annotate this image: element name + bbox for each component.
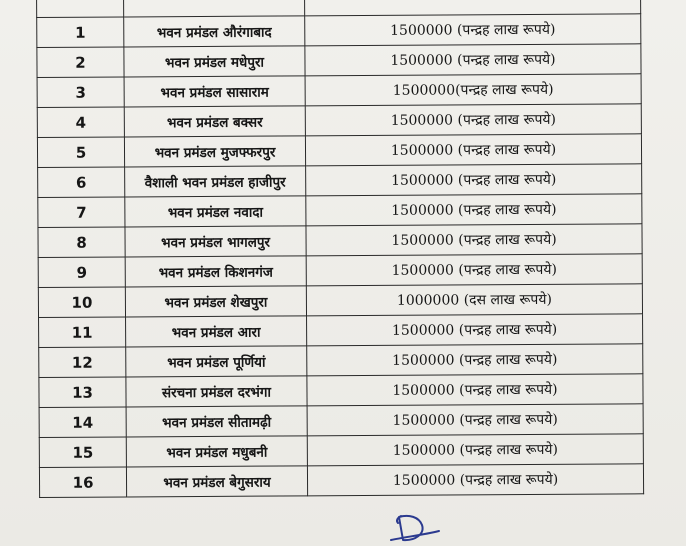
table-row [38,224,642,258]
amount-cell: 1500000 (पन्द्रह लाख रूपये) [305,134,641,166]
table-row [37,14,641,48]
serial-number-cell: 10 [38,287,125,318]
serial-number-cell: 6 [38,167,125,198]
division-name-cell: भवन प्रमंडल बेगुसराय [126,466,307,497]
amount-cell: 1000000 (दस लाख रूपये) [306,284,642,316]
table-row [38,194,642,228]
serial-number-cell: 4 [37,107,124,138]
amount-cell: 1500000 (पन्द्रह लाख रूपये) [306,224,642,256]
table-row [37,44,641,78]
serial-number-cell: 1 [37,17,124,48]
division-name-cell: भवन प्रमंडल किशनगंज [125,256,306,287]
table-row [37,74,641,108]
table-row [38,284,642,318]
division-name-cell: भवन प्रमंडल सीतामढ़ी [126,406,307,437]
amount-cell: 1500000 (पन्द्रह लाख रूपये) [307,344,643,376]
table-row [39,434,643,468]
table-row [38,254,642,288]
serial-number-cell: 7 [38,197,125,228]
table-row [38,164,642,198]
serial-number-cell: 5 [37,137,124,168]
division-name-cell: भवन प्रमंडल नवादा [125,196,306,227]
table-row [39,344,643,378]
amount-cell: 1500000 (पन्द्रह लाख रूपये) [307,404,643,436]
serial-number-cell: 8 [38,227,125,258]
division-name-cell: भवन प्रमंडल शेखपुरा [125,286,306,317]
serial-number-cell: 12 [39,347,126,378]
serial-number-cell: 11 [39,317,126,348]
amount-cell: 1500000 (पन्द्रह लाख रूपये) [306,164,642,196]
amount-cell: 1500000(पन्द्रह लाख रूपये) [305,74,641,106]
table-row [39,314,643,348]
allocation-table [36,0,644,498]
division-name-cell: भवन प्रमंडल औरंगाबाद [124,16,305,47]
table-row [39,404,643,438]
division-name-cell: भवन प्रमंडल मुजफ्फरपुर [124,136,305,167]
table-row [39,464,643,498]
amount-cell: 1500000 (पन्द्रह लाख रूपये) [307,434,643,466]
amount-cell: 1500000 (पन्द्रह लाख रूपये) [305,14,641,46]
amount-cell: 1500000 (पन्द्रह लाख रूपये) [305,44,641,76]
division-name-cell: भवन प्रमंडल सासाराम [124,76,305,107]
header-cell-name [124,0,305,17]
division-name-cell: संरचना प्रमंडल दरभंगा [126,376,307,407]
serial-number-cell: 2 [37,47,124,78]
division-name-cell: वैशाली भवन प्रमंडल हाजीपुर [125,166,306,197]
table-row [39,374,643,408]
amount-cell: 1500000 (पन्द्रह लाख रूपये) [306,254,642,286]
division-name-cell: भवन प्रमंडल मधेपुरा [124,46,305,77]
division-name-cell: भवन प्रमंडल बक्सर [124,106,305,137]
division-name-cell: भवन प्रमंडल आरा [126,316,307,347]
division-name-cell: भवन प्रमंडल मधुबनी [126,436,307,467]
table-row [37,104,641,138]
table-body [37,0,644,497]
amount-cell: 1500000 (पन्द्रह लाख रूपये) [307,314,643,346]
table-row [37,134,641,168]
amount-cell: 1500000 (पन्द्रह लाख रूपये) [306,194,642,226]
serial-number-cell: 9 [38,257,125,288]
serial-number-cell: 15 [39,437,126,468]
serial-number-cell: 14 [39,407,126,438]
division-name-cell: भवन प्रमंडल पूर्णियां [126,346,307,377]
division-name-cell: भवन प्रमंडल भागलपुर [125,226,306,257]
amount-cell: 1500000 (पन्द्रह लाख रूपये) [305,104,641,136]
serial-number-cell: 3 [37,77,124,108]
header-cell-sn [37,0,124,17]
amount-cell: 1500000 (पन्द्रह लाख रूपये) [307,464,643,496]
amount-cell: 1500000 (पन्द्रह लाख रूपये) [307,374,643,406]
serial-number-cell: 16 [39,467,126,498]
serial-number-cell: 13 [39,377,126,408]
signature-mark [385,510,441,544]
